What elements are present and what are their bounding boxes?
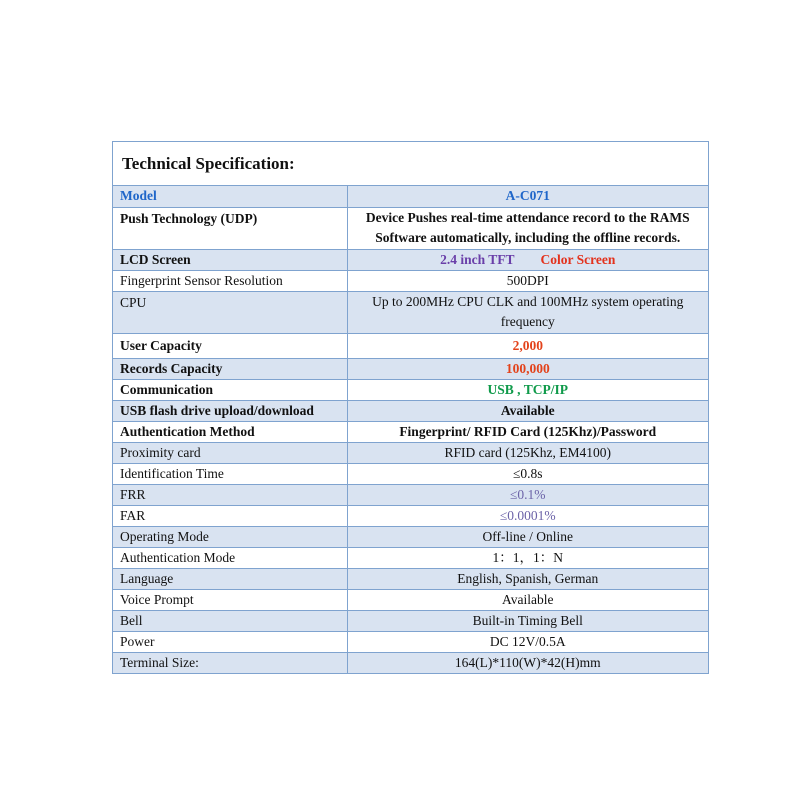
row-identification-time xyxy=(113,463,708,484)
row-value: 2,000 xyxy=(347,333,708,358)
row-label: Power xyxy=(113,631,347,652)
row-label: Identification Time xyxy=(113,463,347,484)
row-proximity-card xyxy=(113,442,708,463)
row-value: Fingerprint/ RFID Card (125Khz)/Password xyxy=(347,421,708,442)
spec-title: Technical Specification: xyxy=(113,142,708,186)
row-label: Voice Prompt xyxy=(113,589,347,610)
row-language xyxy=(113,568,708,589)
row-value: English, Spanish, German xyxy=(347,568,708,589)
row-records-capacity xyxy=(113,358,708,379)
row-value: Up to 200MHz CPU CLK and 100MHz system operating frequency xyxy=(347,291,708,333)
row-value xyxy=(347,249,708,270)
row-cpu xyxy=(113,291,708,333)
row-value: Built-in Timing Bell xyxy=(347,610,708,631)
row-push-technology xyxy=(113,207,708,249)
row-value: USB , TCP/IP xyxy=(347,379,708,400)
row-value: RFID card (125Khz, EM4100) xyxy=(347,442,708,463)
row-label: Language xyxy=(113,568,347,589)
row-label: Bell xyxy=(113,610,347,631)
row-frr xyxy=(113,484,708,505)
row-value: Available xyxy=(347,589,708,610)
row-usb-flash xyxy=(113,400,708,421)
row-label: User Capacity xyxy=(113,333,347,358)
row-value: ≤0.8s xyxy=(347,463,708,484)
row-fingerprint-resolution xyxy=(113,270,708,291)
spec-table xyxy=(112,141,709,674)
row-value: 100,000 xyxy=(347,358,708,379)
row-operating-mode xyxy=(113,526,708,547)
row-far xyxy=(113,505,708,526)
row-value: ≤0.1% xyxy=(347,484,708,505)
row-label: LCD Screen xyxy=(113,249,347,270)
lcd-size: 2.4 inch TFT xyxy=(440,251,515,267)
row-label: Model xyxy=(113,186,347,207)
row-model xyxy=(113,186,708,207)
row-authentication-method xyxy=(113,421,708,442)
row-label: Push Technology (UDP) xyxy=(113,207,347,249)
row-label: Operating Mode xyxy=(113,526,347,547)
row-value: 1：1，1：N xyxy=(347,547,708,568)
row-label: Communication xyxy=(113,379,347,400)
row-power xyxy=(113,631,708,652)
row-label: FAR xyxy=(113,505,347,526)
row-bell xyxy=(113,610,708,631)
row-value: Available xyxy=(347,400,708,421)
row-label: Authentication Mode xyxy=(113,547,347,568)
row-communication xyxy=(113,379,708,400)
row-value: 500DPI xyxy=(347,270,708,291)
row-value: 164(L)*110(W)*42(H)mm xyxy=(347,652,708,673)
row-user-capacity xyxy=(113,333,708,358)
row-authentication-mode xyxy=(113,547,708,568)
lcd-type: Color Screen xyxy=(540,251,616,267)
spec-grid xyxy=(113,186,708,673)
row-label: Terminal Size: xyxy=(113,652,347,673)
row-label: Fingerprint Sensor Resolution xyxy=(113,270,347,291)
row-value: DC 12V/0.5A xyxy=(347,631,708,652)
row-value: Device Pushes real-time attendance record to the RAMS Software automatically, including the offline records. xyxy=(347,207,708,249)
row-voice-prompt xyxy=(113,589,708,610)
row-value: Off-line / Online xyxy=(347,526,708,547)
row-lcd-screen xyxy=(113,249,708,270)
row-label: FRR xyxy=(113,484,347,505)
row-value: ≤0.0001% xyxy=(347,505,708,526)
row-label: CPU xyxy=(113,291,347,333)
row-label: Authentication Method xyxy=(113,421,347,442)
row-label: USB flash drive upload/download xyxy=(113,400,347,421)
row-label: Proximity card xyxy=(113,442,347,463)
row-terminal-size xyxy=(113,652,708,673)
row-label: Records Capacity xyxy=(113,358,347,379)
row-value: A-C071 xyxy=(347,186,708,207)
